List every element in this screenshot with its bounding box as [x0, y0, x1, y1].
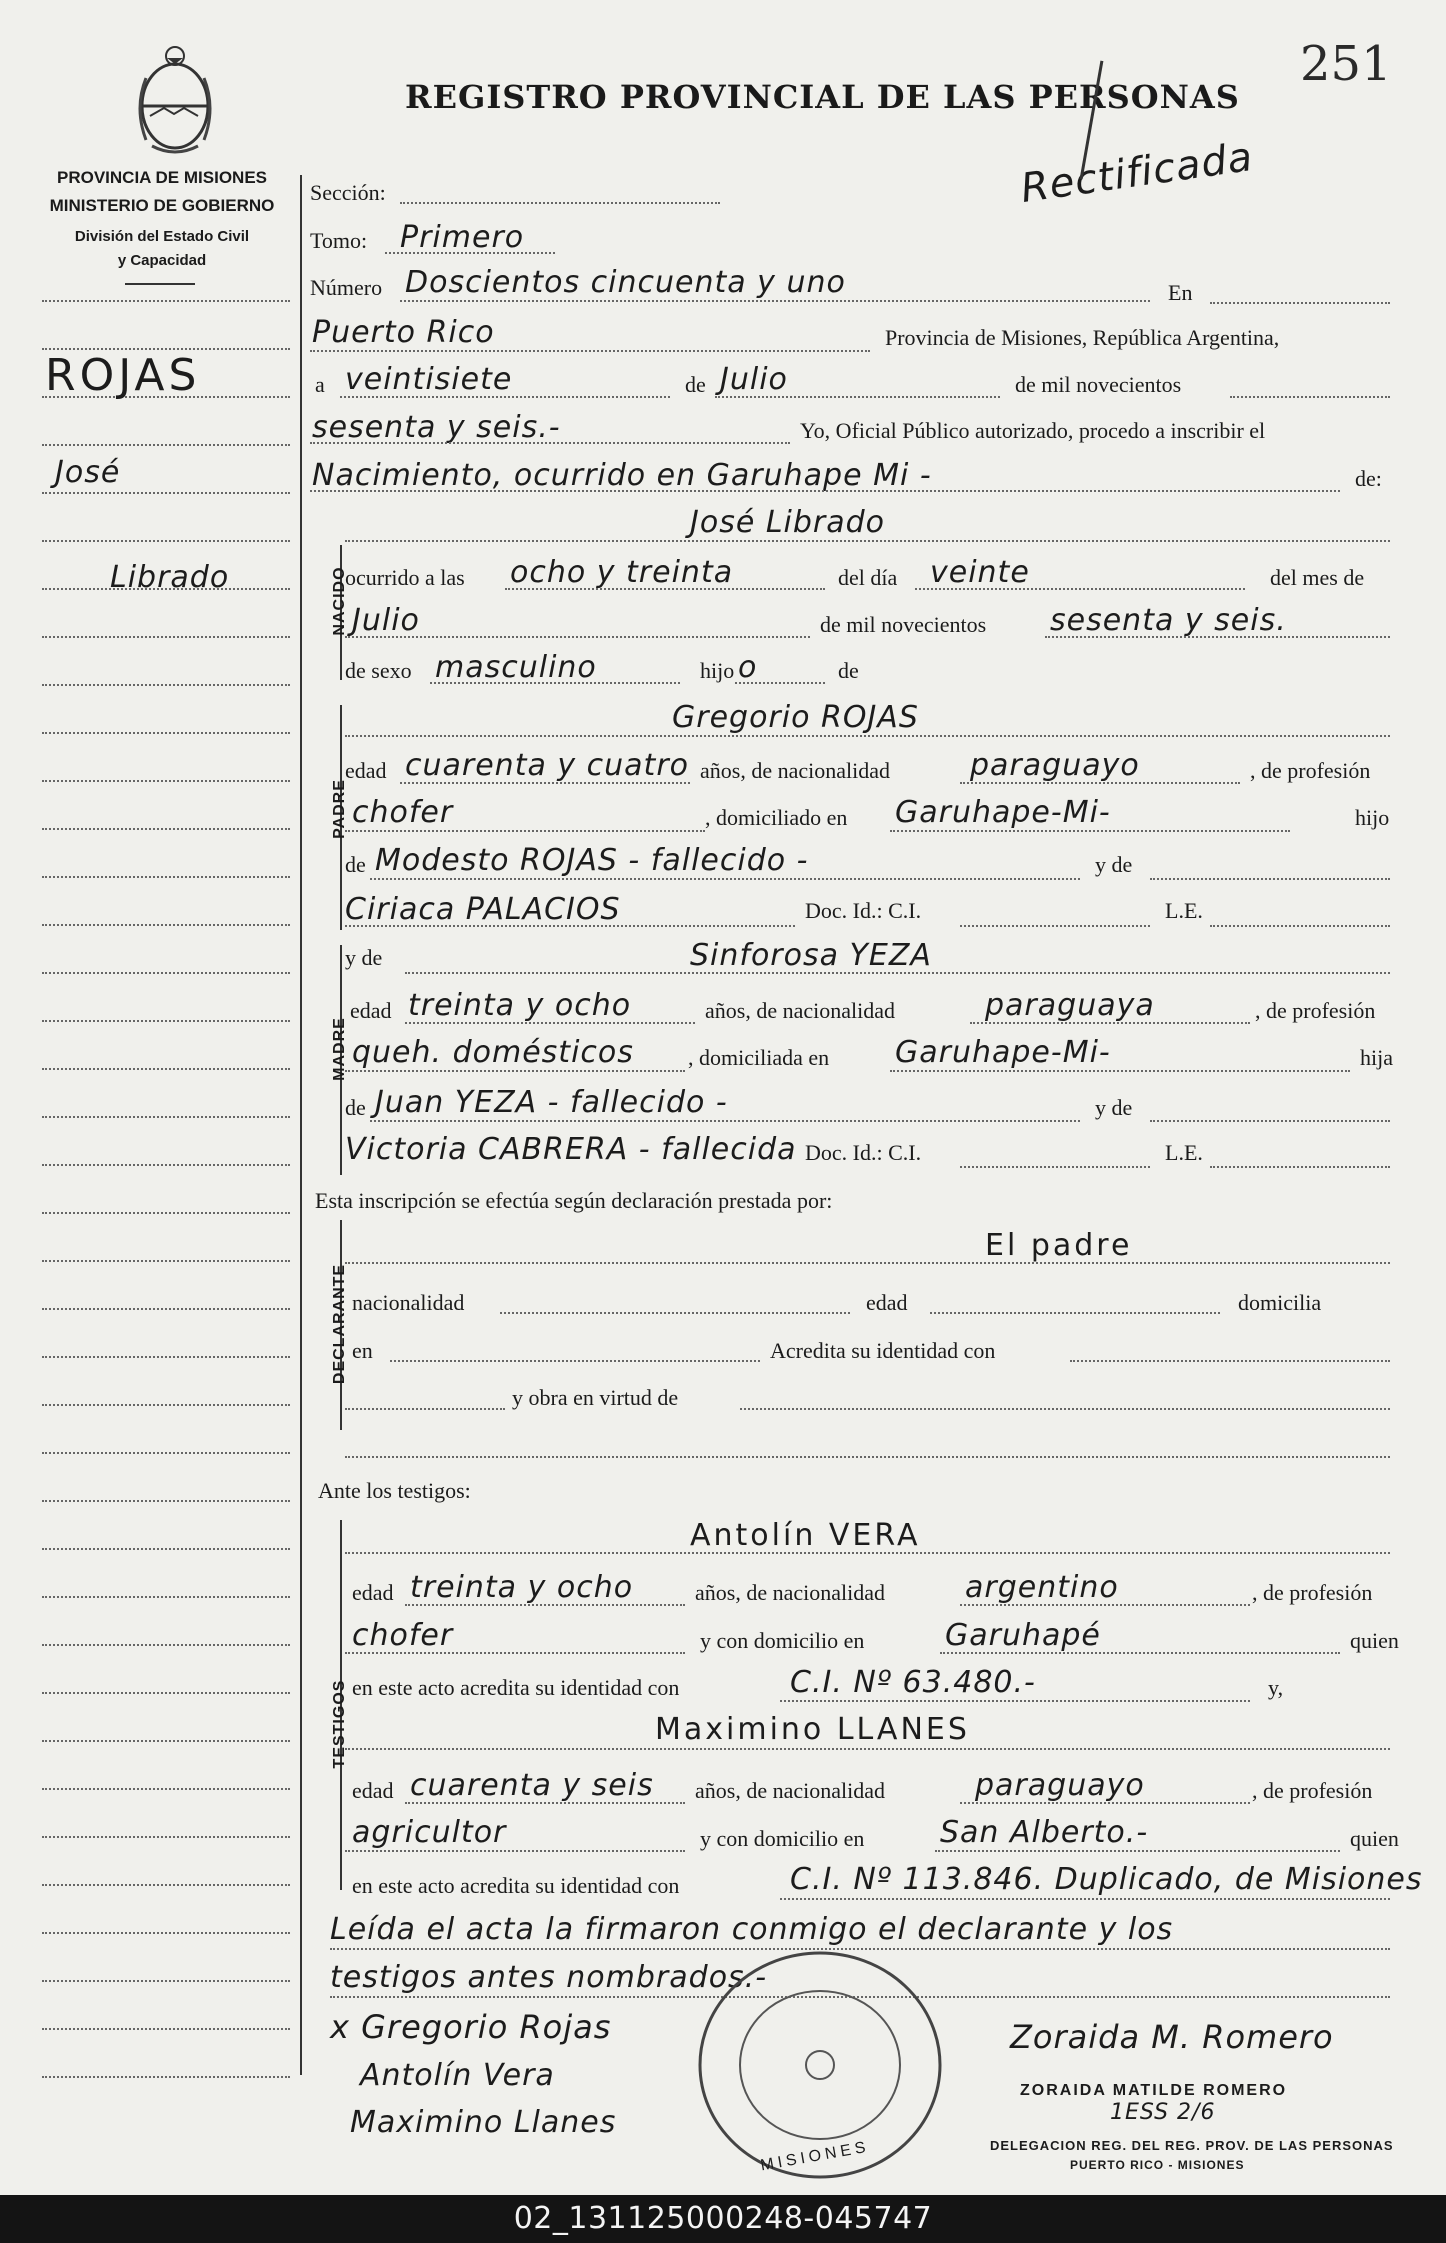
margin-dotted-line: [42, 1932, 290, 1934]
margin-dotted-line: [42, 1980, 290, 1982]
value-hijo-suffix: o: [738, 650, 758, 685]
margin-dotted-line: [42, 780, 290, 782]
label-tomo: Tomo:: [310, 228, 368, 253]
label-testigo2-edad: edad: [352, 1778, 394, 1803]
label-de-sexo: de sexo: [345, 658, 412, 683]
label-padre-y-de: y de: [1095, 852, 1133, 877]
label-de-colon: de:: [1355, 466, 1382, 491]
padre-edad: cuarenta y cuatro: [405, 748, 690, 783]
line-testigo1-dom: [940, 1652, 1340, 1654]
org-ministry: MINISTERIO DE GOBIERNO: [49, 196, 275, 215]
line-padre-nombre: [345, 735, 1390, 737]
line-anio: [310, 442, 790, 444]
line-declarante-edad: [930, 1312, 1220, 1314]
margin-dotted-line: [42, 1068, 290, 1070]
value-mes: Julio: [720, 362, 788, 397]
value-nombre: José Librado: [690, 505, 886, 540]
label-testigo1-quien: quien: [1350, 1628, 1399, 1653]
line-madre-y-de: [1150, 1120, 1390, 1122]
margin-dotted-line: [42, 540, 290, 542]
testigo1-documento: C.I. Nº 63.480.-: [790, 1665, 1036, 1700]
value-sexo: masculino: [435, 650, 597, 685]
line-declarante-obra-a: [345, 1408, 505, 1410]
margin-dotted-line: [42, 1308, 290, 1310]
margin-dotted-line: [42, 1884, 290, 1886]
margin-divider: [300, 175, 302, 2075]
line-padre-madre: [345, 925, 795, 927]
padre-profesion: chofer: [352, 795, 454, 830]
label-testigo2-quien: quien: [1350, 1826, 1399, 1851]
line-madre-nac: [970, 1022, 1250, 1024]
testigo2-domicilio: San Alberto.-: [940, 1815, 1149, 1850]
margin-note-rectificada: Rectificada: [1017, 133, 1256, 213]
label-testigo1-acredita: en este acto acredita su identidad con: [352, 1675, 680, 1700]
line-acto: [310, 490, 1340, 492]
line-testigo2-edad: [405, 1802, 685, 1804]
line-testigo2-nombre: [345, 1748, 1390, 1750]
madre-domicilio: Garuhape-Mi-: [895, 1035, 1111, 1070]
margin-dotted-line: [42, 684, 290, 686]
value-acto: Nacimiento, ocurrido en Garuhape Mi -: [312, 458, 932, 493]
label-testigo1-y: y,: [1268, 1675, 1284, 1700]
label-madre-y-de-2: y de: [1095, 1095, 1133, 1120]
value-numero: Doscientos cincuenta y uno: [405, 265, 846, 300]
testigo1-nombre: Antolín VERA: [690, 1518, 921, 1553]
section-label-padre: PADRE: [331, 779, 348, 839]
label-declarante-domicilia: domicilia: [1238, 1290, 1322, 1315]
signature-testigo-1: Antolín Vera: [360, 2058, 555, 2093]
org-province: PROVINCIA DE MISIONES: [56, 168, 267, 187]
coat-of-arms-emblem: [130, 38, 220, 158]
line-testigo2-prof: [345, 1850, 685, 1852]
padre-nacionalidad: paraguayo: [970, 748, 1140, 783]
line-en: [1210, 302, 1390, 304]
label-yo: Yo, Oficial Público autorizado, procedo a inscribir el: [800, 418, 1266, 443]
value-hora: ocho y treinta: [510, 555, 734, 590]
image-id-footer: 02_131125000248-045747: [0, 2195, 1446, 2243]
label-inscripcion: Esta inscripción se efectúa según declaración prestada por:: [315, 1188, 833, 1213]
line-padre-prof: [345, 830, 705, 832]
line-seccion: [400, 202, 720, 204]
margin-dotted-line: [42, 1596, 290, 1598]
line-sexo: [430, 682, 680, 684]
margin-dotted-line: [42, 1404, 290, 1406]
testigo1-domicilio: Garuhapé: [945, 1618, 1101, 1653]
org-capacity: y Capacidad: [117, 252, 207, 269]
line-testigo1-nac: [960, 1604, 1250, 1606]
line-declarante-nombre: [345, 1262, 1390, 1264]
madre-madre-de: Victoria CABRERA - fallecida: [345, 1132, 797, 1167]
line-testigo1-doc: [780, 1700, 1250, 1702]
margin-dotted-line: [42, 1212, 290, 1214]
line-tomo: [385, 252, 555, 254]
line-padre-doc: [960, 925, 1150, 927]
margin-name-1: José: [55, 455, 121, 490]
label-en: En: [1168, 280, 1193, 305]
section-label-testigos: TESTIGOS: [331, 1679, 348, 1769]
label-a: a: [315, 372, 325, 397]
testigo1-profesion: chofer: [352, 1618, 454, 1653]
label-madre-le: L.E.: [1165, 1140, 1203, 1165]
line-nombre: [345, 540, 1390, 542]
label-declarante-edad: edad: [866, 1290, 908, 1315]
margin-dotted-line: [42, 1836, 290, 1838]
line-padre-padre: [370, 878, 1080, 880]
label-testigo1-anos: años, de nacionalidad: [695, 1580, 885, 1605]
stamp-ref: 1ESS 2/6: [1110, 2100, 1216, 2125]
line-padre-edad: [400, 782, 690, 784]
label-de-2: de: [838, 658, 859, 683]
label-madre-y-de: y de: [345, 945, 383, 970]
signature-official: Zoraida M. Romero: [1010, 2018, 1334, 2056]
line-mes: [715, 396, 1000, 398]
margin-dotted-line: [42, 1740, 290, 1742]
label-madre-profesion: , de profesión: [1255, 998, 1376, 1023]
label-testigo2-acredita: en este acto acredita su identidad con: [352, 1873, 680, 1898]
label-declarante-acredita: Acredita su identidad con: [770, 1338, 996, 1363]
label-declarante-nacionalidad: nacionalidad: [352, 1290, 465, 1315]
padre-nombre: Gregorio ROJAS: [672, 700, 919, 735]
value-dia-nac: veinte: [930, 555, 1030, 590]
padre-padre-de: Modesto ROJAS - fallecido -: [375, 843, 809, 878]
label-de-mil-2: de mil novecientos: [820, 612, 987, 637]
line-testigo1-edad: [405, 1604, 685, 1606]
margin-dotted-line: [42, 1500, 290, 1502]
value-dia: veintisiete: [345, 362, 513, 397]
stamp-delegacion: DELEGACION REG. DEL REG. PROV. DE LAS PERSONAS: [990, 2138, 1394, 2153]
margin-dotted-line: [42, 444, 290, 446]
line-testigo2-doc: [780, 1898, 1390, 1900]
label-padre-domiciliado: , domiciliado en: [705, 805, 848, 830]
value-mes-nac: Julio: [352, 603, 420, 638]
margin-dotted-line: [42, 1260, 290, 1262]
testigo2-documento: C.I. Nº 113.846. Duplicado, de Misiones: [790, 1862, 1423, 1897]
line-declarante-acredita: [1070, 1360, 1390, 1362]
value-anio: sesenta y seis.-: [312, 410, 561, 445]
org-division: División del Estado Civil: [74, 228, 250, 245]
label-seccion: Sección:: [310, 180, 386, 205]
line-hora: [505, 588, 825, 590]
line-numero: [400, 300, 1150, 302]
label-madre-edad: edad: [350, 998, 392, 1023]
madre-nombre: Sinforosa YEZA: [690, 938, 932, 973]
label-madre-doc: Doc. Id.: C.I.: [805, 1140, 922, 1165]
margin-dotted-line: [42, 1548, 290, 1550]
label-madre-hija: hija: [1360, 1045, 1393, 1070]
line-testigo2-dom: [935, 1850, 1340, 1852]
declarante-nombre: El padre: [985, 1228, 1133, 1263]
line-madre-le: [1210, 1166, 1390, 1168]
label-padre-anos: años, de nacionalidad: [700, 758, 890, 783]
label-padre-edad: edad: [345, 758, 387, 783]
margin-dotted-line: [42, 732, 290, 734]
margin-dotted-line: [42, 1692, 290, 1694]
margin-surname: ROJAS: [45, 350, 201, 401]
section-label-nacido: NACIDO: [331, 566, 348, 636]
org-underline: [125, 283, 195, 285]
padre-madre-de: Ciriaca PALACIOS: [345, 892, 621, 927]
label-padre-de: de: [345, 852, 366, 877]
margin-dotted-line: [42, 876, 290, 878]
margin-dotted-line: [42, 300, 290, 302]
line-hijo: [735, 682, 825, 684]
closing-line-2: testigos antes nombrados.-: [330, 1960, 768, 1995]
margin-dotted-line: [42, 1788, 290, 1790]
label-de: de: [685, 372, 706, 397]
testigo1-nacionalidad: argentino: [965, 1570, 1119, 1605]
label-hijo: hijo: [700, 658, 735, 683]
line-testigo2-nac: [960, 1802, 1250, 1804]
label-testigo1-edad: edad: [352, 1580, 394, 1605]
line-declarante-obra-b: [740, 1408, 1390, 1410]
label-ocurrido: ocurrido a las: [345, 565, 465, 590]
margin-dotted-line: [42, 1644, 290, 1646]
line-madre-prof: [345, 1070, 685, 1072]
closing-line-1: Leída el acta la firmaron conmigo el declarante y los: [330, 1912, 1174, 1947]
margin-dotted-line: [42, 1164, 290, 1166]
label-testigo1-profesion: , de profesión: [1252, 1580, 1373, 1605]
line-dia: [340, 396, 670, 398]
section-label-declarante: DECLARANTE: [331, 1263, 348, 1385]
value-localidad: Puerto Rico: [312, 315, 495, 350]
margin-dotted-line: [42, 924, 290, 926]
signature-testigo-2: Maximino Llanes: [350, 2105, 617, 2140]
label-padre-le: L.E.: [1165, 898, 1203, 923]
margin-dotted-line: [42, 1116, 290, 1118]
label-testigo2-anos: años, de nacionalidad: [695, 1778, 885, 1803]
line-madre-nombre: [405, 972, 1390, 974]
page-title: REGISTRO PROVINCIAL DE LAS PERSONAS: [405, 78, 1240, 116]
line-padre-dom: [890, 830, 1290, 832]
label-ante-testigos: Ante los testigos:: [318, 1478, 471, 1503]
label-testigo2-domicilio: y con domicilio en: [700, 1826, 865, 1851]
value-tomo: Primero: [400, 220, 525, 255]
testigo2-edad: cuarenta y seis: [410, 1768, 654, 1803]
label-padre-profesion: , de profesión: [1250, 758, 1371, 783]
value-anio-nac: sesenta y seis.: [1050, 603, 1287, 638]
label-declarante-obra: y obra en virtud de: [512, 1385, 679, 1410]
line-padre-nac: [960, 782, 1240, 784]
madre-nacionalidad: paraguaya: [985, 988, 1155, 1023]
margin-name-2: Librado: [110, 560, 230, 595]
margin-dotted-line: [42, 2076, 290, 2078]
padre-domicilio: Garuhape-Mi-: [895, 795, 1111, 830]
line-madre-dom: [890, 1070, 1350, 1072]
label-del-mes: del mes de: [1270, 565, 1365, 590]
line-testigo1-prof: [345, 1652, 685, 1654]
label-madre-domiciliada: , domiciliada en: [688, 1045, 830, 1070]
testigo1-edad: treinta y ocho: [410, 1570, 634, 1605]
margin-dotted-line: [42, 2028, 290, 2030]
line-de-mil: [1230, 396, 1390, 398]
document-number: 251: [1300, 36, 1392, 92]
madre-edad: treinta y ocho: [408, 988, 632, 1023]
line-mes-nac: [345, 636, 810, 638]
testigo2-nombre: Maximino LLANES: [655, 1712, 970, 1747]
line-madre-edad: [405, 1022, 695, 1024]
label-madre-anos: años, de nacionalidad: [705, 998, 895, 1023]
line-madre-doc: [960, 1166, 1150, 1168]
signature-declarante: x Gregorio Rojas: [330, 2008, 612, 2046]
stamp-name: ZORAIDA MATILDE ROMERO: [1020, 2082, 1288, 2099]
line-declarante-extra: [345, 1456, 1390, 1458]
margin-dotted-line: [42, 492, 290, 494]
line-declarante-en: [390, 1360, 760, 1362]
line-madre-padre: [370, 1120, 1080, 1122]
madre-padre-de: Juan YEZA - fallecido -: [375, 1085, 728, 1120]
line-testigo1-nombre: [345, 1552, 1390, 1554]
line-padre-le: [1210, 925, 1390, 927]
margin-dotted-line: [42, 828, 290, 830]
testigo2-nacionalidad: paraguayo: [975, 1768, 1145, 1803]
line-declarante-nac: [500, 1312, 850, 1314]
margin-dotted-line: [42, 1452, 290, 1454]
label-padre-hijo: hijo: [1355, 805, 1390, 830]
line-anio-nac: [1045, 636, 1390, 638]
testigo2-profesion: agricultor: [352, 1815, 507, 1850]
label-numero: Número: [310, 275, 383, 300]
label-madre-de: de: [345, 1095, 366, 1120]
stamp-location: PUERTO RICO - MISIONES: [1070, 2158, 1245, 2172]
label-del-dia: del día: [838, 565, 898, 590]
label-provincia: Provincia de Misiones, República Argentina,: [885, 325, 1280, 350]
line-padre-y-de: [1150, 878, 1390, 880]
section-label-madre: MADRE: [331, 1017, 348, 1081]
label-de-mil: de mil novecientos: [1015, 372, 1182, 397]
margin-dotted-line: [42, 1356, 290, 1358]
margin-dotted-line: [42, 1020, 290, 1022]
seal-text: MISIONES: [759, 2138, 871, 2175]
margin-dotted-line: [42, 972, 290, 974]
label-testigo2-profesion: , de profesión: [1252, 1778, 1373, 1803]
line-dia-nac: [915, 588, 1245, 590]
line-localidad: [310, 350, 870, 352]
label-testigo1-domicilio: y con domicilio en: [700, 1628, 865, 1653]
label-padre-doc: Doc. Id.: C.I.: [805, 898, 922, 923]
margin-dotted-line: [42, 636, 290, 638]
label-declarante-en: en: [352, 1338, 373, 1363]
madre-profesion: queh. domésticos: [352, 1035, 634, 1070]
